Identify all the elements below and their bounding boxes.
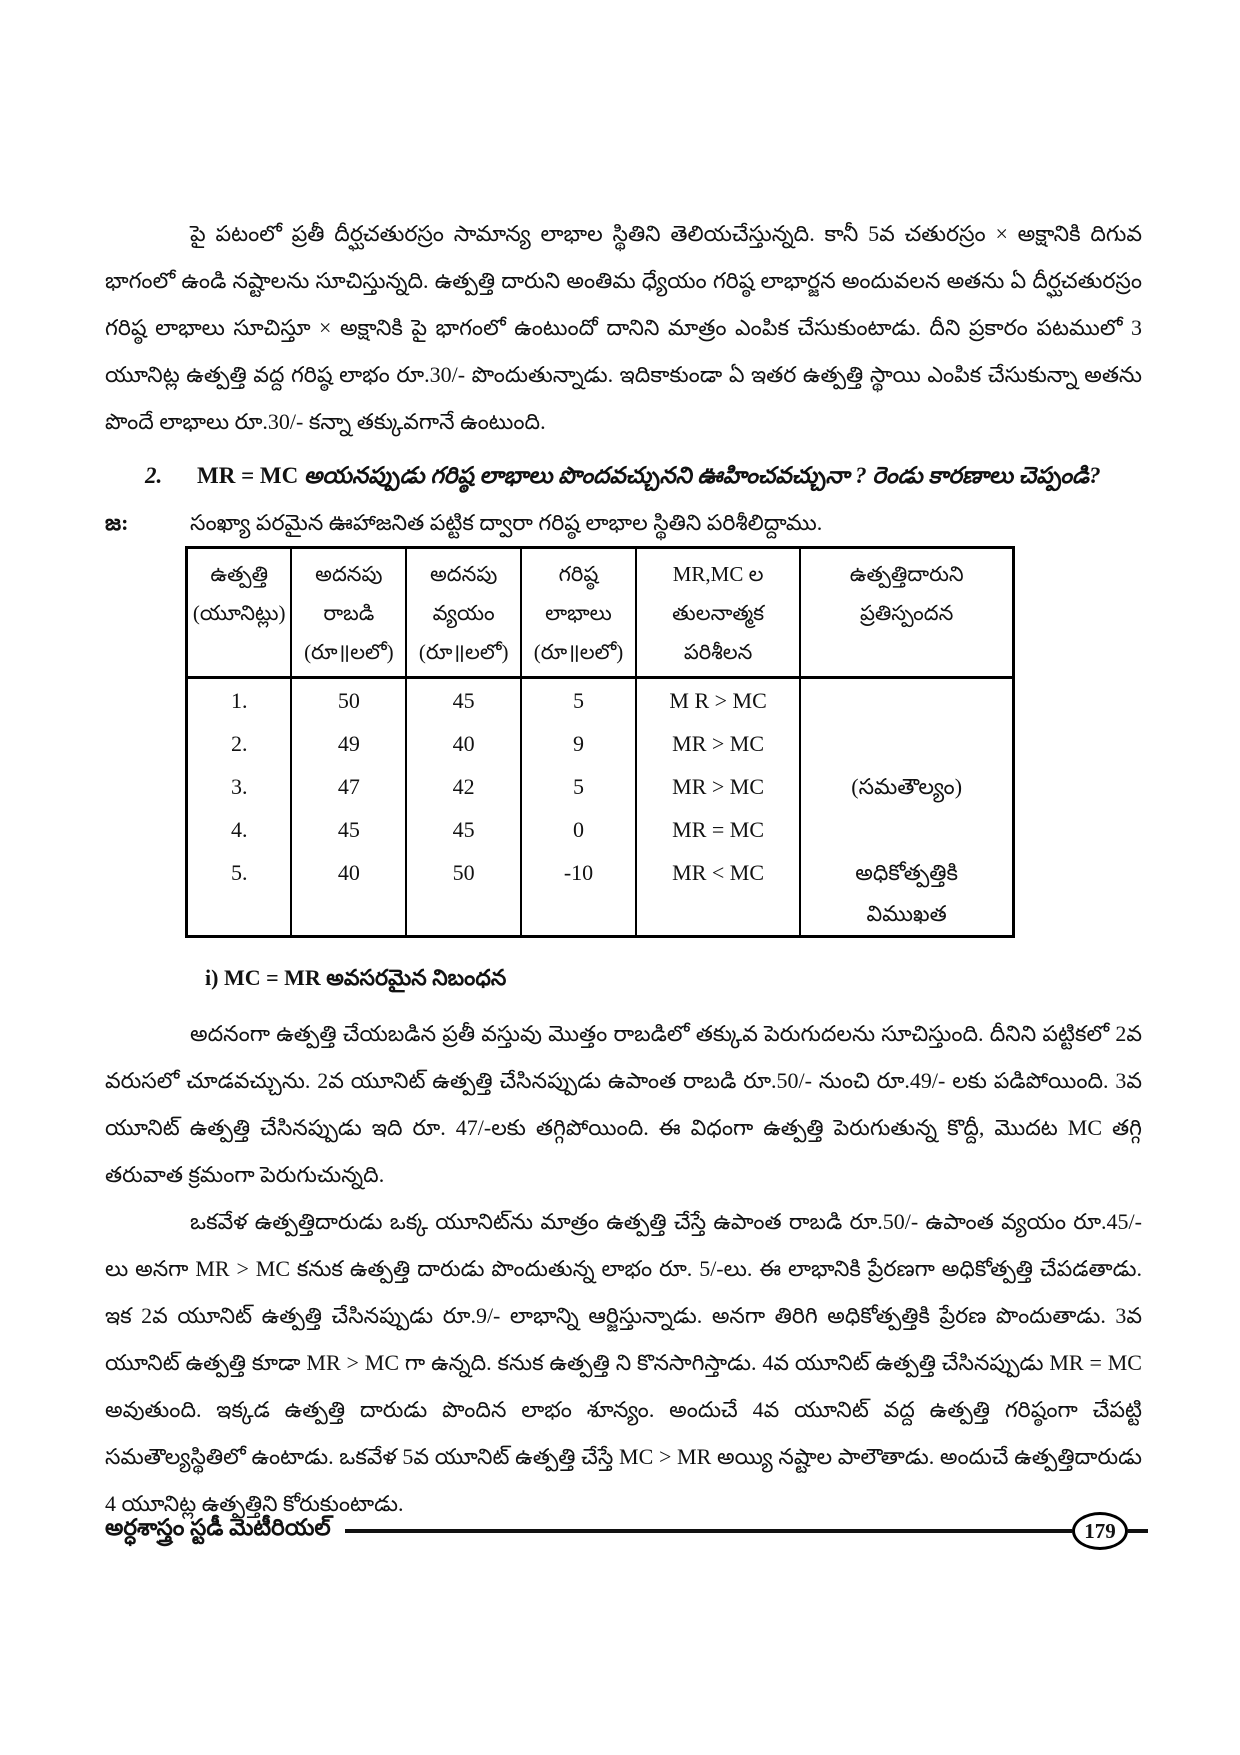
header-line: (రూ॥లలో) <box>418 640 509 664</box>
page-number-badge: 179 <box>1072 1512 1128 1550</box>
header-marginal-revenue <box>291 548 406 678</box>
cell-response <box>800 678 1013 723</box>
cell-revenue: 45 <box>291 808 406 851</box>
cell-profit: 5 <box>521 765 636 808</box>
cell-comparison: MR < MC <box>636 851 800 937</box>
header-line: తులనాత్మక <box>672 601 765 625</box>
header-line: (రూ॥లలో) <box>533 640 624 664</box>
profit-table-body <box>187 678 1014 937</box>
response-line-1: అధికోత్పత్తికి <box>855 860 958 885</box>
header-line: (యూనిట్లు) <box>192 601 286 625</box>
header-marginal-cost <box>406 548 521 678</box>
cell-revenue: 50 <box>291 678 406 723</box>
cell-comparison: MR > MC <box>636 722 800 765</box>
header-line: ప్రతిస్పందన <box>859 601 954 625</box>
header-line: పరిశీలన <box>683 640 753 664</box>
header-producer-response <box>800 548 1013 678</box>
cell-units: 2. <box>230 731 248 756</box>
header-line: వ్యయం <box>432 601 495 625</box>
cell-profit: 9 <box>521 722 636 765</box>
cell-units: 3. <box>230 774 248 799</box>
cell-units: 1. <box>230 688 248 713</box>
answer-marker: జ: <box>105 510 129 535</box>
question-number: 2. <box>145 463 163 488</box>
header-line: లాభాలు <box>545 601 612 625</box>
cell-units: 5. <box>230 860 248 885</box>
question-row <box>105 453 1142 499</box>
cell-revenue: 40 <box>291 851 406 937</box>
cell-cost: 40 <box>406 722 521 765</box>
header-line: అదనపు <box>430 562 498 586</box>
answer-text: సంఖ్యా పరమైన ఊహాజనిత పట్టిక ద్వారా గరిష్ఠ లాభాల స్థితిని పరిశీలిద్దాము. <box>190 510 823 535</box>
header-line <box>190 633 288 672</box>
cell-revenue: 49 <box>291 722 406 765</box>
cell-cost: 45 <box>406 808 521 851</box>
table-header-row <box>187 548 1014 678</box>
page-content <box>105 0 1142 1527</box>
cell-cost: 45 <box>406 678 521 723</box>
header-units <box>187 548 292 678</box>
cell-profit: 5 <box>521 678 636 723</box>
table-row <box>187 808 1014 851</box>
mc-mr-paragraph: అదనంగా ఉత్పత్తి చేయబడిన ప్రతీ వస్తువు మొత్తం రాబడిలో తక్కువ పెరుగుదలను సూచిస్తుంది. దీనిని పట్టికలో 2వ వరుసలో చూడవచ్చును. 2వ యూనిట్ ఉత్పత్తి చేసినప్పుడు ఉపాంత రాబడి రూ.50/- నుంచి రూ.49/- లకు పడిపోయింది. 3వ యూనిట్ ఉత్పత్తి చేసినప్పుడు ఇది రూ. 47/-లకు తగ్గిపోయింది. ఈ విధంగా ఉత్పత్తి పెరుగుతున్న కొద్దీ, మొదట MC తగ్గి తరువాత క్రమంగా పెరుగుచున్నది. <box>105 1021 1142 1187</box>
cell-comparison: MR = MC <box>636 808 800 851</box>
table-row <box>187 765 1014 808</box>
question-body: అయనప్పుడు గరిష్ఠ లాభాలు పొందవచ్చునని ఊహించవచ్చునా ? రెండు కారణాలు చెప్పండి? <box>298 463 1101 488</box>
cell-response <box>800 722 1013 765</box>
cell-comparison: MR > MC <box>636 765 800 808</box>
question-code: MR = MC <box>197 463 299 488</box>
profit-table <box>185 546 1015 938</box>
cell-response <box>800 808 1013 851</box>
footer-rule <box>345 1529 1072 1533</box>
cell-cost: 50 <box>406 851 521 937</box>
cell-response: (సమతౌల్యం) <box>800 765 1013 808</box>
header-line <box>803 633 1010 672</box>
intro-paragraph: పై పటంలో ప్రతీ దీర్ఘచతురస్రం సామాన్య లాభాల స్థితిని తెలియచేస్తున్నది. కానీ 5వ చతురస్రం × అక్షానికి దిగువ భాగంలో ఉండి నష్టాలను సూచిస్తున్నది. ఉత్పత్తి దారుని అంతిమ ధ్యేయం గరిష్ఠ లాభార్జన అందువలన అతను ఏ దీర్ఘచతురస్రం గరిష్ఠ లాభాలు సూచిస్తూ × అక్షానికి పై భాగంలో ఉంటుందో దానిని మాత్రం ఎంపిక చేసుకుంటాడు. దీని ప్రకారం పటములో 3 యూనిట్ల ఉత్పత్తి వద్ద గరిష్ఠ లాభం రూ.30/- పొందుతున్నాడు. ఇదికాకుండా ఏ ఇతర ఉత్పత్తి స్థాయి ఎంపిక చేసుకున్నా అతను పొందే లాభాలు రూ.30/- కన్నా తక్కువగానే ఉంటుంది. <box>105 221 1142 434</box>
header-line: ఉత్పత్తి <box>210 562 269 586</box>
header-line: MR,MC ల <box>672 562 764 586</box>
table-row <box>187 851 1014 937</box>
table-row <box>187 722 1014 765</box>
cell-revenue: 47 <box>291 765 406 808</box>
header-line: (రూ॥లలో) <box>304 640 394 664</box>
footer-rule-tail <box>1128 1529 1148 1533</box>
header-line: అదనపు <box>315 562 383 586</box>
header-line: గరిష్ఠ <box>558 562 599 586</box>
cell-profit: -10 <box>521 851 636 937</box>
profit-table-header <box>187 548 1014 678</box>
cell-comparison: M R > MC <box>636 678 800 723</box>
footer-title: అర్ధశాస్త్రం స్టడీ మెటీరియల్ <box>105 1515 331 1540</box>
condition-heading: i) MC = MR అవసరమైన నిబంధన <box>205 965 507 990</box>
question-text <box>197 453 1142 499</box>
table-row <box>187 678 1014 723</box>
header-comparison <box>636 548 800 678</box>
response-line-2: విముఖత <box>866 901 947 926</box>
header-max-profit <box>521 548 636 678</box>
header-line: ఉత్పత్తిదారుని <box>849 562 964 586</box>
cell-response <box>800 851 1013 937</box>
cell-cost: 42 <box>406 765 521 808</box>
cell-units: 4. <box>230 817 248 842</box>
header-line: రాబడి <box>323 601 375 625</box>
page-footer <box>105 1512 1148 1550</box>
producer-paragraph: ఒకవేళ ఉత్పత్తిదారుడు ఒక్క యూనిట్‌ను మాత్రం ఉత్పత్తి చేస్తే ఉపాంత రాబడి రూ.50/- ఉపాంత వ్యయం రూ.45/- లు అనగా MR > MC కనుక ఉత్పత్తి దారుడు పొందుతున్న లాభం రూ. 5/-లు. ఈ లాభానికి ప్రేరణగా అధికోత్పత్తి చేపడతాడు. ఇక 2వ యూనిట్ ఉత్పత్తి చేసినప్పుడు రూ.9/- లాభాన్ని ఆర్జిస్తున్నాడు. అనగా తిరిగి అధికోత్పత్తికి ప్రేరణ పొందుతాడు. 3వ యూనిట్ ఉత్పత్తి కూడా MR > MC గా ఉన్నది. కనుక ఉత్పత్తి ని కొనసాగిస్తాడు. 4వ యూనిట్ ఉత్పత్తి చేసినప్పుడు MR = MC అవుతుంది. ఇక్కడ ఉత్పత్తి దారుడు పొందిన లాభం శూన్యం. అందుచే 4వ యూనిట్ వద్ద ఉత్పత్తి గరిష్ఠంగా చేపట్టి సమతౌల్యస్థితిలో ఉంటాడు. ఒకవేళ 5వ యూనిట్ ఉత్పత్తి చేస్తే MC > MR అయ్యి నష్టాల పాలౌతాడు. అందుచే ఉత్పత్తిదారుడు 4 యూనిట్ల ఉత్పత్తిని కోరుకుంటాడు. <box>105 1209 1142 1516</box>
answer-row <box>105 499 1142 546</box>
cell-profit: 0 <box>521 808 636 851</box>
